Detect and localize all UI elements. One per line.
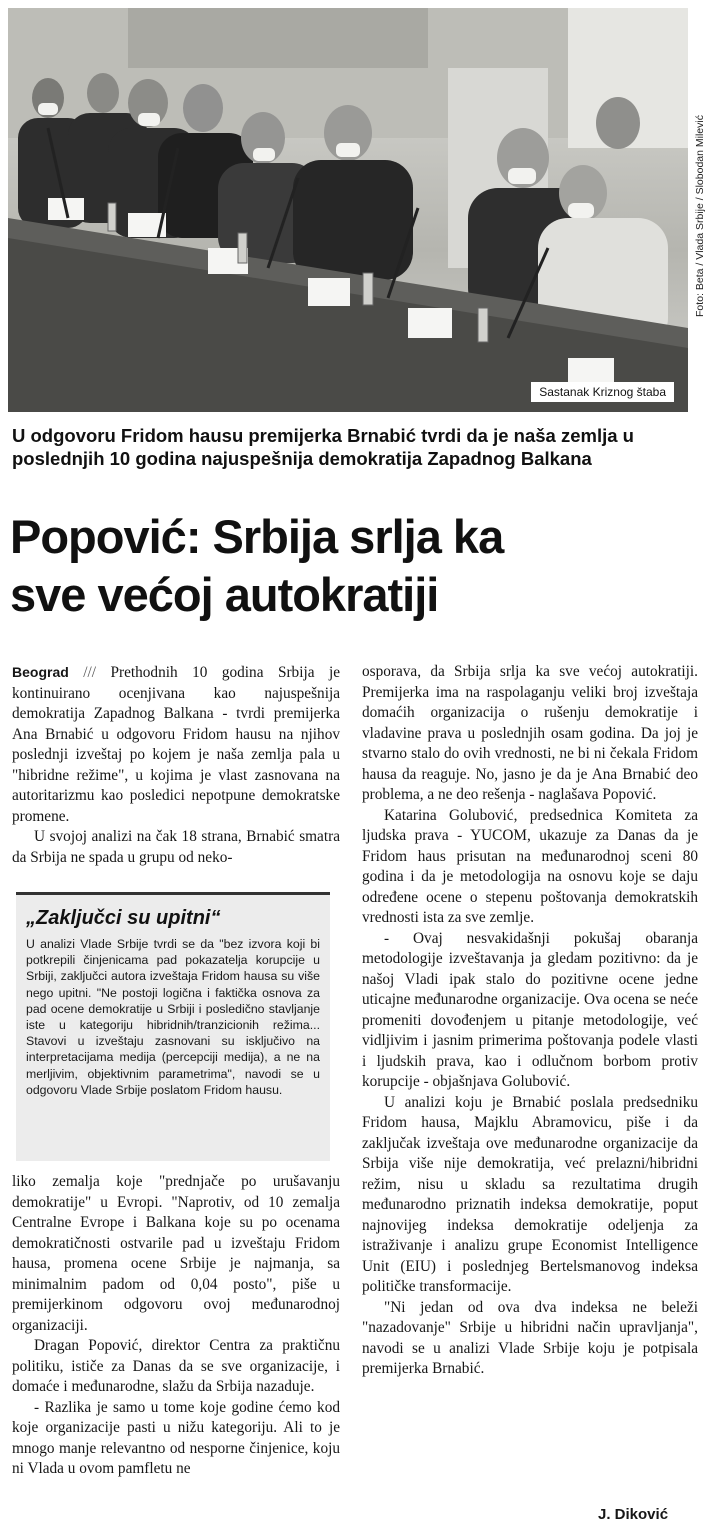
photo-caption: Sastanak Kriznog štaba bbox=[531, 382, 674, 402]
paragraph: - Razlika je samo u tome koje godine ćemo kod koje organizacije pasti u nižu kategoriju. Ali to je mnogo manje relevantno od nesporne činjenice, koju ni Vlada u ovom pamfletu ne bbox=[12, 1398, 340, 1477]
paragraph: Katarina Golubović, predsednica Komiteta za ljudska prava - YUCOM, ukazuje za Danas da je Fridom haus prisutan na međunarodnoj sceni 80 godina i da je metodologija na osnovu koje se daju određene ocene o stepenu poštovanja demokratskih vrednosti ista za sve zemlje. bbox=[362, 806, 698, 926]
paragraph-text: Prethodnih 10 godina Srbija je kontinuirano ocenjivana kao najuspešnija demokratija Zapadnog Balkana - tvrdi premijerka Ana Brnabić u odgovoru Fridom hausu na njihov poslednji izveštaj po kojem je naša zemlja pala u "hibridne režime", u kojima je vlast zasnovana na autoritarizmu kao posledici nepotpune demokratske promene. bbox=[12, 664, 340, 825]
right-column bbox=[362, 662, 698, 1380]
article-headline bbox=[10, 508, 700, 624]
photo-credit-text: Foto: Beta / Vlada Srbije / Slobodan Milević bbox=[694, 115, 706, 317]
paragraph: U analizi koju je Brnabić poslala predsedniku Fridom hausa, Majklu Abramovicu, piše i da zaključak izveštaja ove međunarodne organizacije da Srbija više nije demokratija, već prelazni/hibridni režim, nisu u skladu sa rezultatima drugih međunarodno priznatih indeksa demokratije, poput najnovijeg indeksa demokratije odeljenja za istraživanje i analizu grupe Economist Intelligence Unit (EIU) i poslednjeg Bertelsmanovog indeksa političke transformacije. bbox=[362, 1093, 698, 1295]
article-subhead: U odgovoru Fridom hausu premijerka Brnabić tvrdi da je naša zemlja u poslednjih 10 godina najuspešnija demokratija Zapadnog Balkana bbox=[12, 425, 634, 469]
headline-line-2: sve većoj autokratiji bbox=[10, 568, 439, 621]
paragraph: Dragan Popović, direktor Centra za praktičnu politiku, ističe za Danas da se sve organizacije, i domaće i međunarodne, slažu da Srbija nazaduje. bbox=[12, 1337, 340, 1395]
dateline: Beograd bbox=[12, 664, 69, 680]
paragraph: - Ovaj nesvakidašnji pokušaj obaranja metodologije izveštavanja ja gledam pozitivno: da je našoj Vladi ipak stalo do pozitivne ocene jedne uticajne međunarodne organizacije. Ova ocena se neće promeniti dovođenjem u pitanje metodologije, već vidljivim i jasnim primerima poštovanja podele vlasti i ljudskih prava, kao i odlučnom borbom protiv korupcije - objašnjava Golubović. bbox=[362, 929, 698, 1090]
headline-line-1: Popović: Srbija srlja ka bbox=[10, 510, 504, 563]
sidebar-box-title: „Zaključci su upitni“ bbox=[26, 907, 221, 929]
paragraph: osporava, da Srbija srlja ka sve većoj autokratiji. Premijerka ima na raspolaganju veliki broj izveštaja domaćih organizacija o rušenju demokratije i vladavine prava u poslednjih osam godina. Da joj je stvarno stalo do ovih vrednosti, ne bi ni čekala Fridom hausa da reaguje. No, jasno je da je Ana Brnabić deo problema, a ne deo rešenja - naglašava Popović. bbox=[362, 663, 698, 803]
sidebar-box bbox=[16, 892, 330, 1161]
paragraph bbox=[12, 662, 340, 827]
byline: J. Diković bbox=[598, 1506, 669, 1523]
sidebar-box-text: U analizi Vlade Srbije tvrdi se da "bez izvora koji bi potkrepili činjenicama pad pokazatelja korupcije u Srbiji, zaključci autora izveštaja Fridom hausa su više nego upitni. "Ne postoji logična i faktička osnova za pad ocene demokratije u Srbiji i posledično stavljanje iste u kategoriju hibridnih/tranzicionih režima... Stavovi u izveštaju zasnovani su isključivo na interpretacijama medija (percepciji medija), a ne na merljivim, objektivnim parametrima", navodi se u odgovoru Vlade Srbije poslatom Fridom hausu. bbox=[26, 937, 320, 1097]
meeting-photo-illustration bbox=[8, 8, 688, 412]
left-column-bottom bbox=[12, 1172, 340, 1480]
article-photo bbox=[8, 8, 688, 412]
photo-credit bbox=[690, 16, 710, 416]
left-column-top bbox=[12, 662, 340, 868]
paragraph: "Ni jedan od ova dva indeksa ne beleži "nazadovanje" Srbije u hibridni način upravljanja", navodi se u analizi Vlade Srbije koju je potpisala premijerka Brnabić. bbox=[362, 1298, 698, 1377]
paragraph: U svojoj analizi na čak 18 strana, Brnabić smatra da Srbija ne spada u grupu od neko- bbox=[12, 828, 340, 866]
paragraph: liko zemalja koje "prednjače po urušavanju demokratije" u Evropi. "Naprotiv, od 10 zemalja Centralne Evrope i Balkana koje su po ocenama demokratičnosti ostvarile pad u izveštaju Fridom hausa, promena ocene Srbije je najmanja, sa minimalnim padom od 0,04 posto", piše u premijerkinom odgovoru ovoj međunarodnoj organizaciji. bbox=[12, 1173, 340, 1334]
dateline-separator: /// bbox=[83, 664, 97, 681]
